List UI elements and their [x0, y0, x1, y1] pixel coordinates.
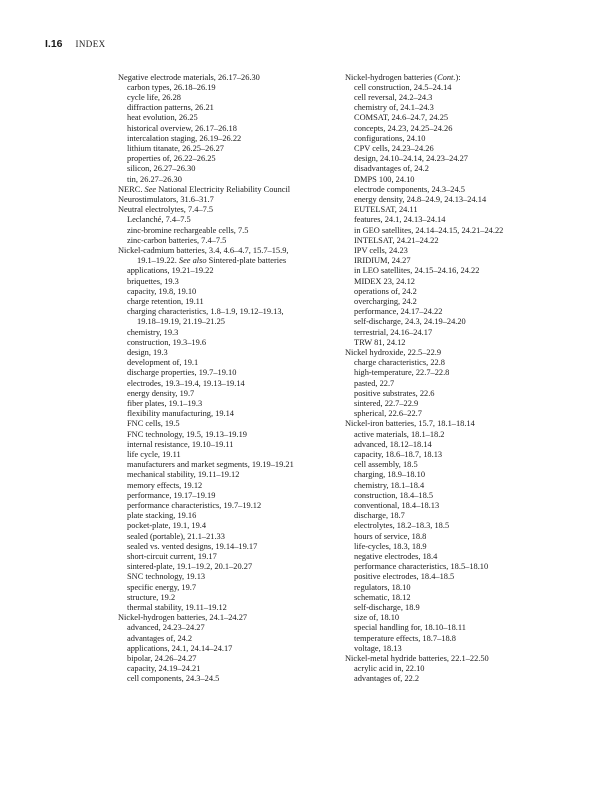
index-subentry — [345, 113, 585, 123]
entry-text: performance characteristics, 19.7–19.12 — [127, 501, 262, 511]
entry-text: DMPS 100, 24.10 — [354, 174, 415, 184]
index-subentry — [345, 368, 585, 378]
index-subentry — [118, 450, 358, 460]
entry-text: IRIDIUM, 24.27 — [354, 256, 411, 266]
entry-text: COMSAT, 24.6–24.7, 24.25 — [354, 113, 449, 123]
index-subentry — [118, 419, 358, 429]
entry-text: chemistry, 19.3 — [127, 327, 179, 337]
entry-text: Sintered-plate batteries — [206, 256, 287, 266]
entry-text: discharge, 18.7 — [354, 511, 405, 521]
index-subentry — [345, 440, 585, 450]
index-subentry — [345, 317, 585, 327]
index-entry — [345, 73, 585, 83]
entry-text: structure, 19.2 — [127, 592, 176, 602]
index-subentry — [118, 521, 358, 531]
index-subentry — [345, 195, 585, 205]
entry-text: chemistry, 18.1–18.4 — [354, 480, 425, 490]
index-subentry — [118, 154, 358, 164]
entry-text: Leclanché, 7.4–7.5 — [127, 215, 191, 225]
index-subentry — [345, 634, 585, 644]
entry-text: size of, 18.10 — [354, 613, 400, 623]
index-subentry — [345, 501, 585, 511]
index-subentry — [345, 154, 585, 164]
index-subentry — [345, 266, 585, 276]
index-entry — [345, 348, 585, 358]
entry-text: sealed (portable), 21.1–21.33 — [127, 531, 225, 541]
entry-text: memory effects, 19.12 — [127, 480, 203, 490]
index-subentry — [345, 164, 585, 174]
index-subentry — [118, 93, 358, 103]
index-subentry — [118, 124, 358, 134]
index-subentry — [118, 389, 358, 399]
index-subentry — [118, 674, 358, 684]
index-subentry — [345, 521, 585, 531]
index-subentry — [345, 583, 585, 593]
index-subentry — [345, 623, 585, 633]
index-entry-continuation — [118, 256, 358, 266]
index-entry — [118, 246, 358, 256]
index-subentry — [345, 124, 585, 134]
index-subentry — [118, 368, 358, 378]
index-subentry — [345, 83, 585, 93]
index-subentry — [118, 103, 358, 113]
entry-text: intercalation staging, 26.19–26.22 — [127, 133, 242, 143]
entry-text: lithium titanate, 26.25–26.27 — [127, 143, 224, 153]
index-subentry — [345, 613, 585, 623]
index-subentry — [118, 470, 358, 480]
entry-text: charging, 18.9–18.10 — [354, 470, 426, 480]
index-subentry — [118, 491, 358, 501]
entry-text: Nickel-metal hydride batteries, 22.1–22.50 — [345, 654, 489, 664]
index-subentry — [345, 399, 585, 409]
entry-text: INTELSAT, 24.21–24.22 — [354, 235, 439, 245]
entry-text: electrodes, 19.3–19.4, 19.13–19.14 — [127, 378, 245, 388]
index-entry — [118, 205, 358, 215]
entry-text: ): — [455, 72, 461, 82]
entry-text: FNC cells, 19.5 — [127, 419, 180, 429]
index-subentry — [345, 277, 585, 287]
entry-text: briquettes, 19.3 — [127, 276, 179, 286]
index-subentry — [345, 134, 585, 144]
index-subentry — [345, 542, 585, 552]
entry-text: fiber plates, 19.1–19.3 — [127, 399, 203, 408]
entry-text: spherical, 22.6–22.7 — [354, 409, 422, 419]
entry-text: in LEO satellites, 24.15–24.16, 24.22 — [354, 266, 480, 276]
index-subentry — [345, 338, 585, 348]
index-subentry — [345, 562, 585, 572]
entry-text: FNC technology, 19.5, 19.13–19.19 — [127, 429, 247, 439]
index-entry — [345, 654, 585, 664]
entry-text: NERC. — [118, 184, 145, 194]
index-subentry — [345, 389, 585, 399]
entry-text: acrylic acid in, 22.10 — [354, 664, 425, 674]
index-subentry — [345, 511, 585, 521]
index-subentry — [118, 572, 358, 582]
entry-text: cycle life, 26.28 — [127, 92, 181, 102]
index-subentry — [118, 83, 358, 93]
index-subentry — [345, 593, 585, 603]
entry-text: short-circuit current, 19.17 — [127, 552, 217, 562]
entry-text: cell components, 24.3–24.5 — [127, 674, 220, 684]
entry-text: life cycle, 19.11 — [127, 450, 181, 460]
index-subentry — [345, 572, 585, 582]
entry-text: advantages of, 24.2 — [127, 633, 193, 643]
page-number: I.16 — [45, 38, 63, 50]
entry-text: Nickel-hydrogen batteries, 24.1–24.27 — [118, 613, 248, 623]
index-subentry — [345, 287, 585, 297]
index-subentry — [345, 175, 585, 185]
entry-text: specific energy, 19.7 — [127, 582, 197, 592]
index-subentry — [118, 399, 358, 409]
entry-text: mechanical stability, 19.11–19.12 — [127, 470, 240, 480]
entry-text: discharge properties, 19.7–19.10 — [127, 368, 237, 378]
index-subentry — [345, 215, 585, 225]
entry-text: concepts, 24.23, 24.25–24.26 — [354, 123, 453, 133]
index-subentry — [118, 215, 358, 225]
index-subentry — [118, 440, 358, 450]
entry-text: capacity, 19.8, 19.10 — [127, 286, 197, 296]
entry-text: charging characteristics, 1.8–1.9, 19.12–19.13, — [127, 307, 284, 317]
entry-text: capacity, 18.6–18.7, 18.13 — [354, 450, 443, 460]
entry-text: charge retention, 19.11 — [127, 296, 204, 306]
entry-text: zinc-carbon batteries, 7.4–7.5 — [127, 235, 227, 245]
entry-text: Nickel-cadmium batteries, 3.4, 4.6–4.7, 15.7–15.9, — [118, 245, 289, 255]
entry-text: active materials, 18.1–18.2 — [354, 429, 445, 439]
index-subentry — [118, 593, 358, 603]
entry-text: pocket-plate, 19.1, 19.4 — [127, 521, 207, 531]
index-subentry — [118, 328, 358, 338]
entry-text: temperature effects, 18.7–18.8 — [354, 633, 456, 643]
index-subentry — [345, 450, 585, 460]
entry-text: performance characteristics, 18.5–18.10 — [354, 562, 489, 572]
entry-text: electrode components, 24.3–24.5 — [354, 184, 465, 194]
entry-text: SNC technology, 19.13 — [127, 572, 206, 582]
entry-text: charge characteristics, 22.8 — [354, 358, 445, 368]
index-subentry — [118, 175, 358, 185]
index-entry — [345, 419, 585, 429]
entry-text: regulators, 18.10 — [354, 582, 411, 592]
index-subentry — [118, 144, 358, 154]
entry-text: applications, 24.1, 24.14–24.17 — [127, 643, 233, 653]
entry-text: voltage, 18.13 — [354, 643, 402, 653]
entry-text: heat evolution, 26.25 — [127, 113, 198, 123]
entry-text: life-cycles, 18.3, 18.9 — [354, 541, 427, 551]
entry-text: features, 24.1, 24.13–24.14 — [354, 215, 446, 225]
entry-text: tin, 26.27–26.30 — [127, 174, 182, 184]
entry-text: self-discharge, 24.3, 24.19–24.20 — [354, 317, 466, 327]
index-subentry — [118, 501, 358, 511]
index-subentry — [345, 491, 585, 501]
entry-text: negative electrodes, 18.4 — [354, 552, 438, 562]
entry-text: historical overview, 26.17–26.18 — [127, 123, 237, 133]
entry-text: silicon, 26.27–26.30 — [127, 164, 196, 174]
index-subentry — [345, 460, 585, 470]
entry-text: 19.18–19.19, 21.19–21.25 — [137, 317, 225, 327]
entry-text: sealed vs. vented designs, 19.14–19.17 — [127, 541, 258, 551]
entry-text: CPV cells, 24.23–24.26 — [354, 143, 434, 153]
index-subentry — [345, 226, 585, 236]
entry-text: terrestrial, 24.16–24.17 — [354, 327, 433, 337]
entry-text: MIDEX 23, 24.12 — [354, 276, 415, 286]
entry-text: energy density, 24.8–24.9, 24.13–24.14 — [354, 194, 487, 204]
index-subentry — [345, 256, 585, 266]
entry-text: advantages of, 22.2 — [354, 674, 420, 684]
index-subentry — [345, 328, 585, 338]
index-subentry — [118, 623, 358, 633]
entry-text: diffraction patterns, 26.21 — [127, 103, 214, 113]
entry-text: special handling for, 18.10–18.11 — [354, 623, 466, 633]
index-subentry — [118, 430, 358, 440]
entry-text: 19.1–19.22. — [137, 256, 179, 266]
entry-text: Negative electrode materials, 26.17–26.30 — [118, 72, 260, 82]
entry-text: properties of, 26.22–26.25 — [127, 154, 216, 164]
entry-text: capacity, 24.19–24.21 — [127, 664, 201, 674]
entry-text: cell reversal, 24.2–24.3 — [354, 92, 433, 102]
entry-text: self-discharge, 18.9 — [354, 603, 420, 613]
entry-text: applications, 19.21–19.22 — [127, 266, 214, 276]
entry-text: energy density, 19.7 — [127, 388, 195, 398]
entry-text: IPV cells, 24.23 — [354, 245, 408, 255]
entry-text: design, 24.10–24.14, 24.23–24.27 — [354, 154, 468, 164]
page-header — [45, 38, 106, 52]
entry-text: manufacturers and market segments, 19.19–19.21 — [127, 460, 294, 470]
index-subentry — [118, 409, 358, 419]
entry-text: Nickel-iron batteries, 15.7, 18.1–18.14 — [345, 419, 475, 429]
entry-text: operations of, 24.2 — [354, 286, 417, 296]
entry-text: development of, 19.1 — [127, 358, 199, 368]
index-subentry — [118, 297, 358, 307]
index-entry-continuation — [118, 317, 358, 327]
index-subentry — [118, 654, 358, 664]
entry-text: sintered-plate, 19.1–19.2, 20.1–20.27 — [127, 562, 253, 572]
index-subentry — [118, 113, 358, 123]
index-entry — [118, 613, 358, 623]
index-subentry — [118, 552, 358, 562]
index-subentry — [118, 164, 358, 174]
entry-text: construction, 18.4–18.5 — [354, 490, 434, 500]
index-subentry — [345, 236, 585, 246]
entry-text: cell assembly, 18.5 — [354, 460, 418, 470]
index-subentry — [118, 542, 358, 552]
index-subentry — [345, 409, 585, 419]
index-subentry — [345, 93, 585, 103]
index-subentry — [345, 430, 585, 440]
entry-text: EUTELSAT, 24.11 — [354, 205, 418, 215]
cross-reference-term: See also — [178, 256, 207, 266]
entry-text: bipolar, 24.26–24.27 — [127, 654, 197, 664]
index-subentry — [118, 562, 358, 572]
index-column-right — [345, 73, 585, 685]
index-subentry — [118, 307, 358, 317]
entry-text: National Electricity Reliability Council — [156, 184, 291, 194]
cross-reference-term: Cont. — [437, 72, 456, 82]
entry-text: positive electrodes, 18.4–18.5 — [354, 572, 455, 582]
entry-text: internal resistance, 19.10–19.11 — [127, 439, 234, 449]
index-subentry — [118, 532, 358, 542]
index-subentry — [345, 205, 585, 215]
index-subentry — [345, 470, 585, 480]
index-subentry — [118, 603, 358, 613]
entry-text: advanced, 18.12–18.14 — [354, 439, 432, 449]
index-subentry — [118, 287, 358, 297]
entry-text: schematic, 18.12 — [354, 592, 411, 602]
entry-text: Neurostimulators, 31.6–31.7 — [118, 194, 214, 204]
entry-text: conventional, 18.4–18.13 — [354, 501, 440, 511]
index-column-left — [118, 73, 358, 685]
entry-text: thermal stability, 19.11–19.12 — [127, 603, 227, 613]
entry-text: Nickel-hydrogen batteries ( — [345, 72, 438, 82]
entry-text: cell construction, 24.5–24.14 — [354, 82, 452, 92]
entry-text: plate stacking, 19.16 — [127, 511, 197, 521]
index-subentry — [118, 236, 358, 246]
index-subentry — [345, 103, 585, 113]
entry-text: high-temperature, 22.7–22.8 — [354, 368, 450, 378]
running-head: INDEX — [75, 39, 106, 49]
index-subentry — [345, 552, 585, 562]
index-entry — [118, 195, 358, 205]
index-subentry — [345, 185, 585, 195]
index-entry — [118, 185, 358, 195]
entry-text: chemistry of, 24.1–24.3 — [354, 103, 434, 113]
index-subentry — [345, 307, 585, 317]
entry-text: sintered, 22.7–22.9 — [354, 399, 419, 408]
index-subentry — [345, 532, 585, 542]
index-subentry — [345, 603, 585, 613]
entry-text: carbon types, 26.18–26.19 — [127, 82, 216, 92]
index-subentry — [118, 226, 358, 236]
index-subentry — [118, 379, 358, 389]
entry-text: overcharging, 24.2 — [354, 296, 417, 306]
index-subentry — [118, 134, 358, 144]
index-subentry — [345, 246, 585, 256]
entry-text: disadvantages of, 24.2 — [354, 164, 429, 174]
index-subentry — [118, 277, 358, 287]
index-subentry — [118, 664, 358, 674]
index-subentry — [345, 358, 585, 368]
entry-text: in GEO satellites, 24.14–24.15, 24.21–24.22 — [354, 225, 504, 235]
entry-text: design, 19.3 — [127, 347, 168, 357]
entry-text: electrolytes, 18.2–18.3, 18.5 — [354, 521, 450, 531]
index-subentry — [345, 644, 585, 654]
index-entry — [118, 73, 358, 83]
index-subentry — [345, 481, 585, 491]
index-subentry — [345, 674, 585, 684]
cross-reference-term: See — [144, 184, 157, 194]
entry-text: zinc-bromine rechargeable cells, 7.5 — [127, 225, 249, 235]
index-subentry — [118, 644, 358, 654]
entry-text: construction, 19.3–19.6 — [127, 337, 207, 347]
entry-text: performance, 24.17–24.22 — [354, 307, 443, 317]
index-subentry — [118, 266, 358, 276]
entry-text: flexibility manufacturing, 19.14 — [127, 409, 234, 419]
index-subentry — [118, 338, 358, 348]
entry-text: configurations, 24.10 — [354, 133, 426, 143]
index-subentry — [118, 358, 358, 368]
index-subentry — [118, 634, 358, 644]
entry-text: positive substrates, 22.6 — [354, 388, 435, 398]
entry-text: advanced, 24.23–24.27 — [127, 623, 205, 633]
index-subentry — [345, 379, 585, 389]
entry-text: Neutral electrolytes, 7.4–7.5 — [118, 205, 214, 215]
index-subentry — [118, 460, 358, 470]
index-subentry — [118, 481, 358, 491]
index-subentry — [118, 348, 358, 358]
entry-text: performance, 19.17–19.19 — [127, 490, 216, 500]
entry-text: pasted, 22.7 — [354, 378, 395, 388]
index-subentry — [345, 664, 585, 674]
index-subentry — [345, 144, 585, 154]
entry-text: hours of service, 18.8 — [354, 531, 427, 541]
index-subentry — [345, 297, 585, 307]
entry-text: Nickel hydroxide, 22.5–22.9 — [345, 347, 442, 357]
entry-text: TRW 81, 24.12 — [354, 337, 406, 347]
index-subentry — [118, 583, 358, 593]
index-subentry — [118, 511, 358, 521]
